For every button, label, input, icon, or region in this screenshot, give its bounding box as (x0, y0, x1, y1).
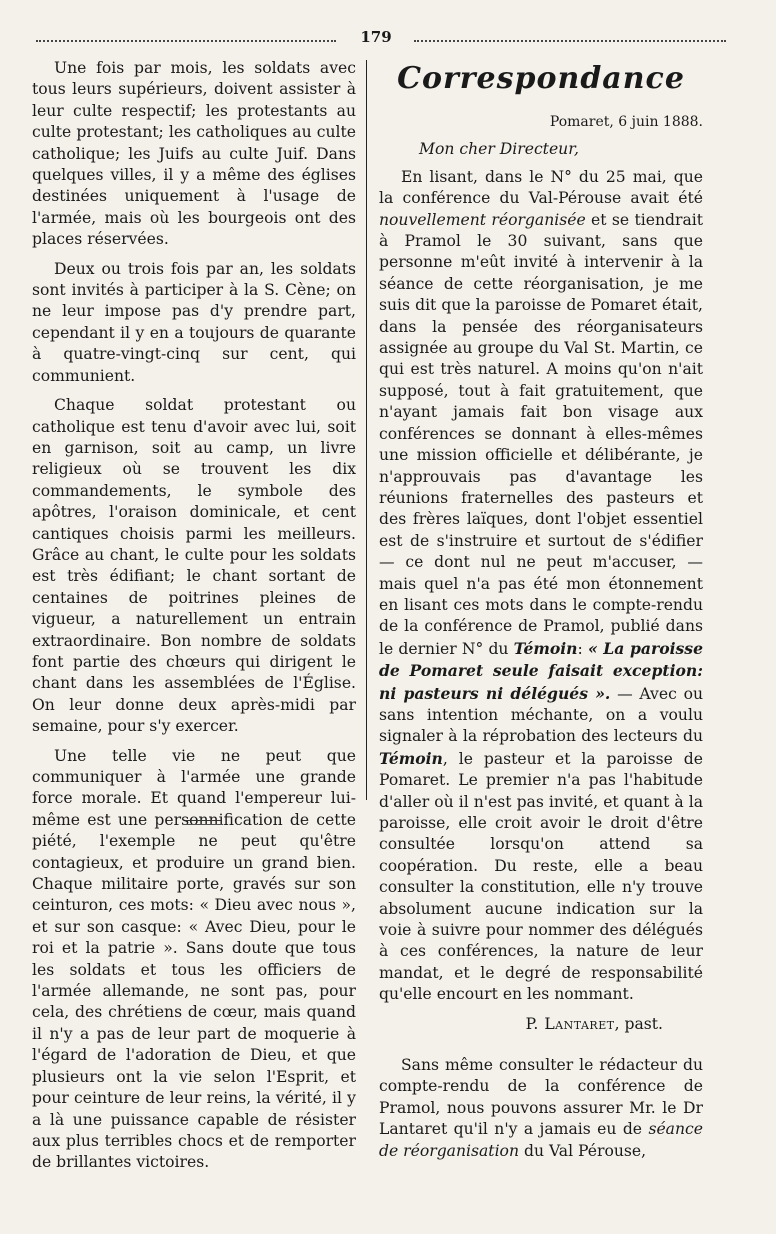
column-divider (366, 60, 367, 800)
paragraph-church-attendance: Une fois par mois, les soldats avec tous leurs supérieurs, doivent assister à leur culte respectif; les protestants au culte protestant; les catholiques au culte catholique; les Juifs au culte Juif. Dans quelques villes, il y a même des églises destinées uniquement à l'usage de l'armée, mais où les bourgeois ont des places réservées. (32, 59, 356, 249)
letter-text: — Avec ou sans intention méchante, on a voulu signaler à la réprobation des lecteurs du (379, 684, 703, 746)
header-rule-left (36, 40, 336, 42)
letter-text: et se tiendrait à Pramol le 30 suivant, sans que personne m'eût invité à intervenir à la séance de cette réorganisation, je me suis dit que la paroisse de Pomaret était, dans la pensée des réorganisateurs assignée au groupe du Val St. Martin, ce qui est très naturel. A moins qu'on n'ait supposé, tout à fait gratuitement, que n'ayant jamais fait bon visage aux conférences se donnant à elles-mêmes une mission officielle et délibérante, je n'approuvais pas d'avantage les réunions fraternelles des pasteurs et des frères laïques, dont l'objet essentiel est de s'instruire et surtout de s'édifier — ce dont nul ne peut m'accuser, — mais quel n'a pas été mon étonnement en lisant ces mots dans le compte-rendu de la conférence de Pramol, publié dans le dernier N° du (379, 210, 704, 658)
editor-note-emphasis: séance de réorganisation (379, 1120, 703, 1160)
header-rule-right (414, 40, 726, 42)
letter-salutation: Mon cher Directeur, (419, 140, 579, 159)
signature-name: P. Lantaret (525, 1014, 615, 1033)
editor-note-text: Sans même consulter le rédacteur du compte-rendu de la conférence de Pramol, nous pouvons assurer Mr. le Dr Lantaret qu'il n'y a jamais eu de (379, 1056, 703, 1139)
letter-signature (379, 1014, 663, 1035)
letter-text: : (577, 639, 588, 658)
letter-dateline: Pomaret, 6 juin 1888. (549, 114, 703, 130)
article-end-mark (185, 820, 221, 821)
paragraph-communion: Deux ou trois fois par an, les soldats sont invités à participer à la S. Cène; on ne leur impose pas d'y prendre part, cependant il y en a toujours de quarante à quatre-vingt-cinq sur cent, qui communient. (32, 259, 356, 385)
newspaper-name: Témoin (513, 638, 578, 658)
letter-emphasis: nouvellement réorganisée (379, 210, 586, 229)
editor-note (379, 1055, 703, 1162)
paragraph-moral-force: Une telle vie ne peut que communiquer à l'armée une grande force morale. Et quand l'empereur lui-même est une personnification de cette piété, l'exemple ne peut qu'être contagieux, et produire un grand bien. Chaque militaire porte, gravés sur son ceinturon, ces mots: « Dieu avec nous », et sur son casque: « Avec Dieu, pour le roi et la patrie ». Sans doute que tous les soldats et tous les officiers de l'armée allemande, ne sont pas, pour cela, des chrétiens de cœur, mais quand il n'y a pas de leur part de moquerie à l'égard de l'adoration de Dieu, et que plusieurs ont la vie selon l'Esprit, et pour ceinture de leur reins, la vérité, il y a là une puissance capable de résister aux plus terribles chocs et de remporter de brillantes victoires. (32, 746, 356, 1172)
letter-quotation: « La paroisse de Pomaret seule faisait exception: ni pasteurs ni délégués ». (379, 638, 704, 703)
section-title: Correspondance (397, 61, 685, 96)
right-column (379, 58, 703, 1170)
left-column (32, 58, 356, 1182)
page-header (36, 26, 726, 52)
editor-note-text: du Val Pérouse, (519, 1141, 647, 1160)
page-number: 179 (360, 28, 392, 46)
newspaper-name: Témoin (379, 748, 443, 768)
paragraph-religious-book: Chaque soldat protestant ou catholique est tenu d'avoir avec lui, soit en garnison, soit au camp, un livre religieux où se trouvent les dix commandements, le symbole des apôtres, l'oraison dominicale, et cent cantiques choisis parmi les meilleurs. Grâce au chant, le culte pour les soldats est très édifiant; le chant sortant de centaines de poitrines pleines de vigueur, a naturellement un entrain extraordinaire. Bon nombre de soldats font partie des chœurs qui dirigent le chant dans les assemblées de l'Église. On leur donne deux après-midi par semaine, pour s'y exercer. (32, 396, 356, 736)
letter-body (379, 167, 703, 1006)
letter-text: , le pasteur et la paroisse de Pomaret. Le premier n'a pas l'habitude d'aller où il n'est pas invité, et quant à la paroisse, elle croit avoir le droit d'être consultée lorsqu'on attend sa coopération. Du reste, elle a beau consulter la constitution, elle n'y trouve absolument aucune indication sur la voie à suivre pour nommer des délégués à ces conférences, la nature de leur mandat, et le degré de responsabilité qu'elle encourt en les nommant. (379, 749, 703, 1004)
letter-text: En lisant, dans le N° du 25 mai, que la conférence du Val-Pérouse avait été (379, 167, 703, 208)
signature-suffix: , past. (614, 1014, 663, 1033)
